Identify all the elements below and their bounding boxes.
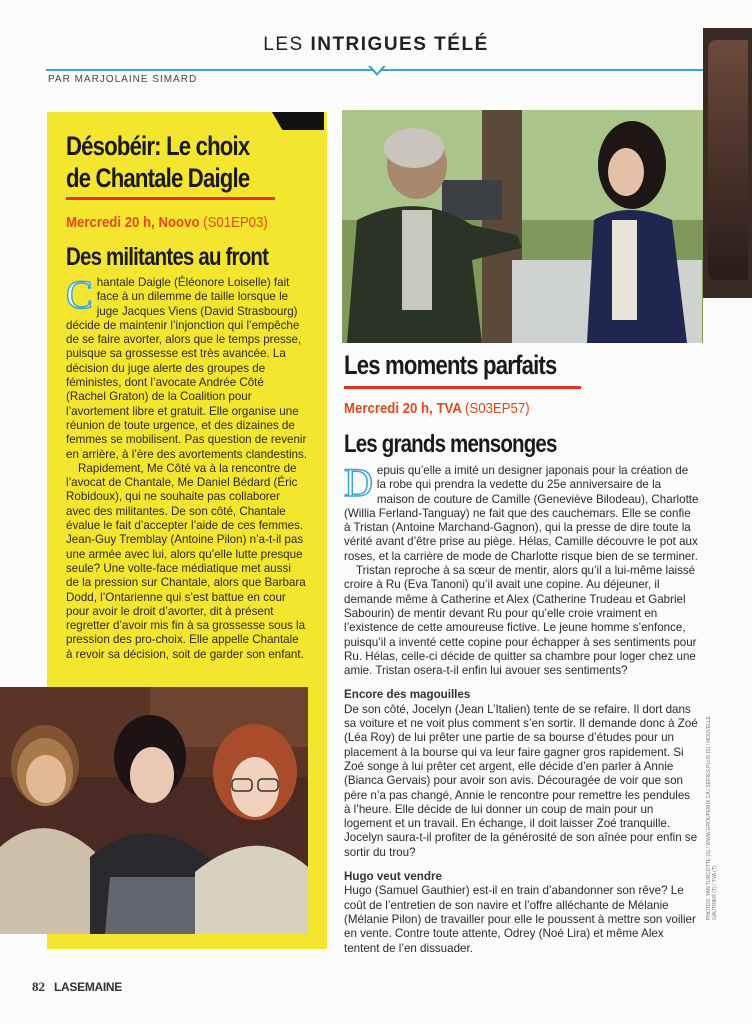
right-airtime-text: Mercredi 20 h, TVA <box>344 400 462 417</box>
right-airtime <box>344 400 530 417</box>
left-subtitle: Des militantes au front <box>66 243 269 271</box>
left-dropcap: C <box>66 272 93 317</box>
magazine-brand <box>54 980 122 994</box>
left-episode-code: (S01EP03) <box>203 214 268 231</box>
photo-credit: PHOTOS: YAN TURCOTTE (S) / WWW.GROUPEMIX.CA / SERIES PLUS (S) / NOUVELLE GAUTHIER (T) / TVA (T) <box>706 715 718 920</box>
left-paragraph-1: hantale Daigle (Éléonore Loiselle) fait face à un dilemme de taille lorsque le juge Jacques Viens (David Strasbourg) décide de maintenir l’injonction qui l’empêche de se faire avorter, alors que le temps presse, puisque sa grossesse est très avancée. La décision du juge alerte des groupes de féministes, dont l’avocate Andrée Côté (Rachel Graton) de la Coalition pour l’avortement libre et gratuit. Elle organise une réunion de toute urgence, et des dizaines de femmes se mobilisent. Pas question de revenir en arrière, à l’ère des avortements clandestins. <box>66 276 308 461</box>
left-paragraph-2: Rapidement, Me Côté va à la rencontre de l’avocat de Chantale, Me Daniel Bédard (Éric Robidoux), qui ne souhaite pas collaborer avec des militantes. De son côté, Chantale évalue le fait d’accepter l’aide de ces femmes. Jean-Guy Tremblay (Antoine Pilon) n’a-t-il pas une armée avec lui, alors qu’elle lutte presque seule? Une volte-face médiatique met aussi de la pression sur Chantale, alors que Barbara Dodd, l’Ontarienne qui s’est battue en cour pour avoir le droit d’avorter, dit à présent regretter d’avoir mis fin à sa grossesse sous la pression des pro-choix. Elle appelle Chantale à revoir sa décision, soit de garder son enfant. <box>66 461 306 661</box>
left-airtime-text: Mercredi 20 h, Noovo <box>66 214 200 231</box>
right-paragraph-4: Hugo (Samuel Gauthier) est-il en train d’abandonner son rêve? Le coût de l’entretien de son navire et l’offre alléchante de Mélanie (Mélanie Pilon) de travailler pour elle le poussent à mettre son voilier en vente. Contre toute attente, Odrey (Noé Lira) et même Alex tentent de l’en dissuader. <box>344 884 696 955</box>
right-episode-code: (S03EP57) <box>465 400 530 417</box>
header-rule-notch-inner <box>371 66 383 73</box>
right-paragraph-1: epuis qu’elle a imité un designer japonais pour la création de la robe qui prendra la vedette du 25e anniversaire de la maison de couture de Camille (Geneviève Bilodeau), Charlotte (Willia Ferland-Tanguay) ne fait que des cauchemars. Elle se confie à Tristan (Antoine Marchand-Gagnon), qui la presse de dire toute la vérité avant d’être prise au piège. Hélas, Camille découvre le pot aux roses, et la carrière de mode de Charlotte risque bien de se terminer. <box>344 464 699 563</box>
left-article-title-line2: de Chantale Daigle <box>66 163 250 193</box>
left-article-photo <box>0 687 308 934</box>
left-airtime <box>66 214 268 231</box>
left-title-underline <box>66 197 275 200</box>
byline: PAR MARJOLAINE SIMARD <box>48 74 198 85</box>
section-title <box>0 34 752 56</box>
right-title-underline <box>344 386 581 389</box>
left-article-body <box>66 272 308 662</box>
right-dropcap: D <box>344 460 373 505</box>
right-article-photo <box>342 110 703 343</box>
right-subtitle: Les grands mensonges <box>344 430 557 458</box>
right-article-body <box>344 460 699 956</box>
page-number: 82 <box>32 979 45 994</box>
right-subheading-2: Hugo veut vendre <box>344 870 442 884</box>
brand-bold: LA <box>54 980 70 994</box>
brand-rest: SEMAINE <box>69 980 122 994</box>
section-title-prefix: LES <box>263 34 311 55</box>
right-paragraph-2: Tristan reproche à sa sœur de mentir, alors qu’il a lui-même laissé croire à Ru (Eva Tanoni) qu’il avait une copine. Au déjeuner, il demande même à Catherine et Alex (Catherine Trudeau et Gabriel Sabourin) de mentir devant Ru pour qu’elle croie vraiment en l’existence de cette amoureuse fictive. Le jeune homme s’enfonce, puisqu’il a inventé cette copine pour échapper à ses sentiments pour Ru. Hélas, celle-ci décide de quitter sa chambre pour loger chez une amie. Tristan osera-t-il enfin lui avouer ses sentiments? <box>344 564 697 678</box>
section-title-bold: INTRIGUES TÉLÉ <box>310 34 489 55</box>
left-article-title-line1: Désobéir: Le choix <box>66 131 250 161</box>
adjacent-page-photo-detail <box>708 40 748 280</box>
right-subheading-1: Encore des magouilles <box>344 688 471 702</box>
right-article-title: Les moments parfaits <box>344 350 557 380</box>
right-paragraph-3: De son côté, Jocelyn (Jean L’Italien) tente de se refaire. Il dort dans sa voiture et ne voit plus comment s’en sortir. Il demande donc à Zoé (Léa Roy) de lui prêter une partie de sa bourse d’études pour un placement à la bourse qui va leur faire gagner gros rapidement. Si Zoé songe à lui prêter cet argent, elle décide d’en parler à Annie (Bianca Gervais) pour avoir son avis. Découragée de voir que son père n’a pas changé, Annie le rencontre pour remettre les pendules à l’heure. Elle décide de lui donner un coup de main pour un logement et un travail. En échange, il doit laisser Zoé tranquille. Jocelyn saura-t-il profiter de la générosité de son aînée pour enfin se sortir du trou? <box>344 702 698 859</box>
